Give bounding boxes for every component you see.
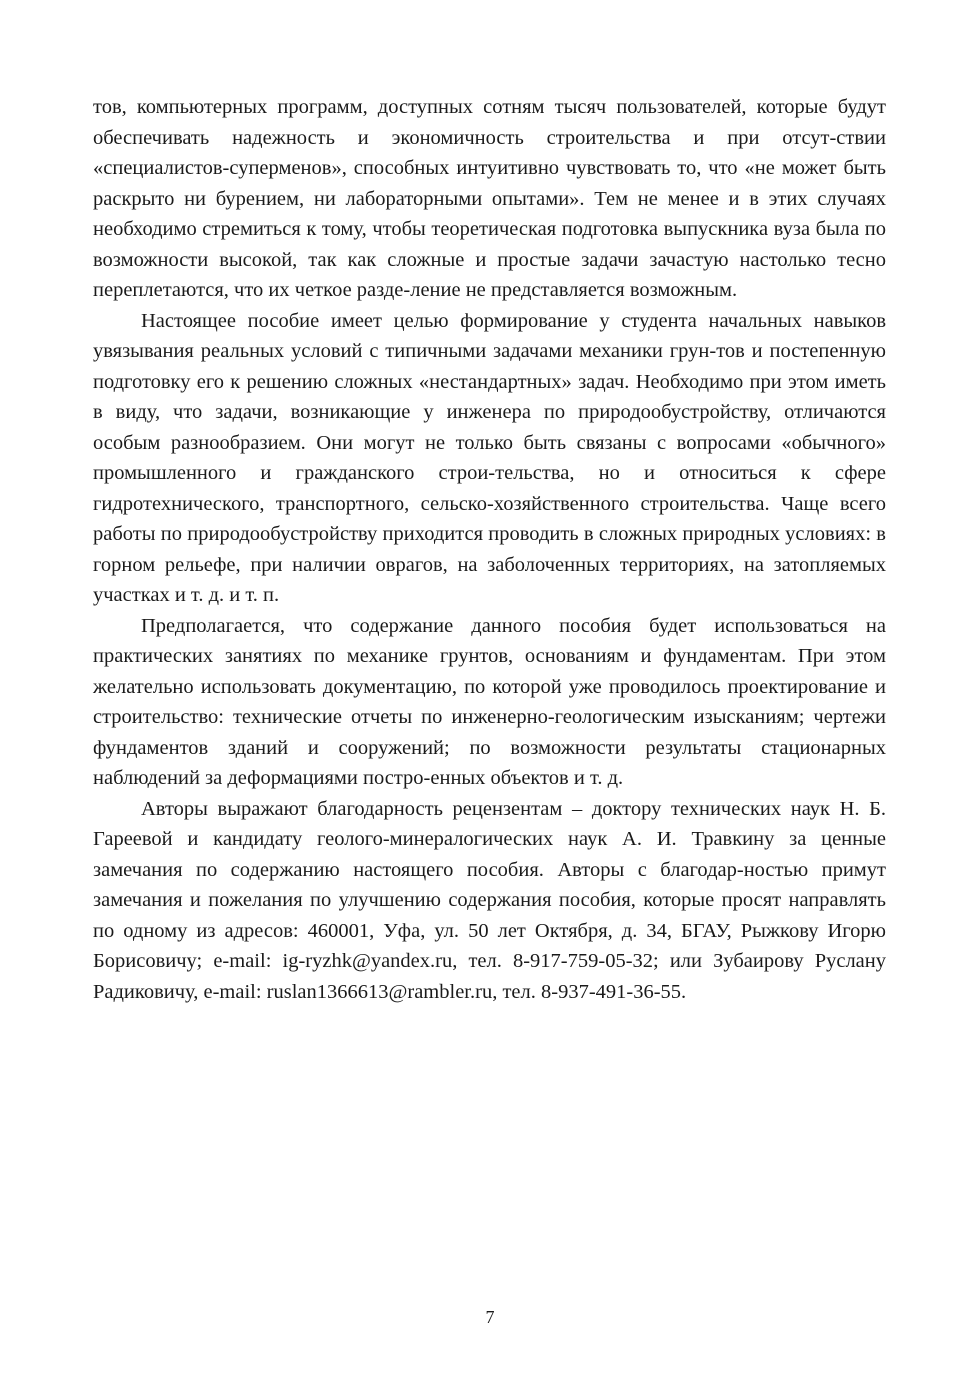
paragraph-2: Настоящее пособие имеет целью формирование у студента начальных навыков увязывания реальных условий с типичными задачами механики грун-тов и постепенную подготовку его к решению сложных «нестандартных» задач. Необходимо при этом иметь в виду, что задачи, возникающие у инженера по природообустройству, отличаются особым разнообразием. Они могут не только быть связаны с вопросами «обычного» промышленного и гражданского строи-тельства, но и относиться к сфере гидротехнического, транспортного, сельско-хозяйственного строительства. Чаще всего работы по природообустройству приходится проводить в сложных природных условиях: в горном рельефе, при наличии оврагов, на заболоченных территориях, на затопляемых участках и т. д. и т. п. (93, 309, 886, 606)
paragraph-1: тов, компьютерных программ, доступных сотням тысяч пользователей, которые будут обеспечивать надежность и экономичность строительства и при отсут-ствии «специалистов-суперменов», способных интуитивно чувствовать то, что «не может быть раскрыто ни бурением, ни лабораторными опытами». Тем не менее и в этих случаях необходимо стремиться к тому, чтобы теоретическая подготовка выпускника вуза была по возможности высокой, так как сложные и простые задачи зачастую настолько тесно переплетаются, что их четкое разде-ление не представляется возможным. (93, 96, 886, 301)
paragraph-4: Авторы выражают благодарность рецензентам – доктору технических наук Н. Б. Гареевой и кандидату геолого-минералогических наук А. И. Травкину за ценные замечания по содержанию настоящего пособия. Авторы с благодар-ностью примут замечания и пожелания по улучшению содержания пособия, которые просят направлять по одному из адресов: 460001, Уфа, ул. 50 лет Октября, д. 34, БГАУ, Рыжкову Игорю Борисовичу; e-mail: ig-ryzhk@yandex.ru, тел. 8-917-759-05-32; или Зубаирову Руслану Радиковичу, e-mail: ruslan1366613@rambler.ru, тел. 8-937-491-36-55. (93, 797, 886, 1003)
paragraph-3: Предполагается, что содержание данного пособия будет использоваться на практических занятиях по механике грунтов, основаниям и фундаментам. При этом желательно использовать документацию, по которой уже проводилось проектирование и строительство: технические отчеты по инженерно-геологическим изысканиям; чертежи фундаментов зданий и сооружений; по возможности результаты стационарных наблюдений за деформациями постро-енных объектов и т. д. (93, 614, 886, 789)
page-number: 7 (485, 1307, 495, 1327)
body-text (93, 92, 886, 1007)
